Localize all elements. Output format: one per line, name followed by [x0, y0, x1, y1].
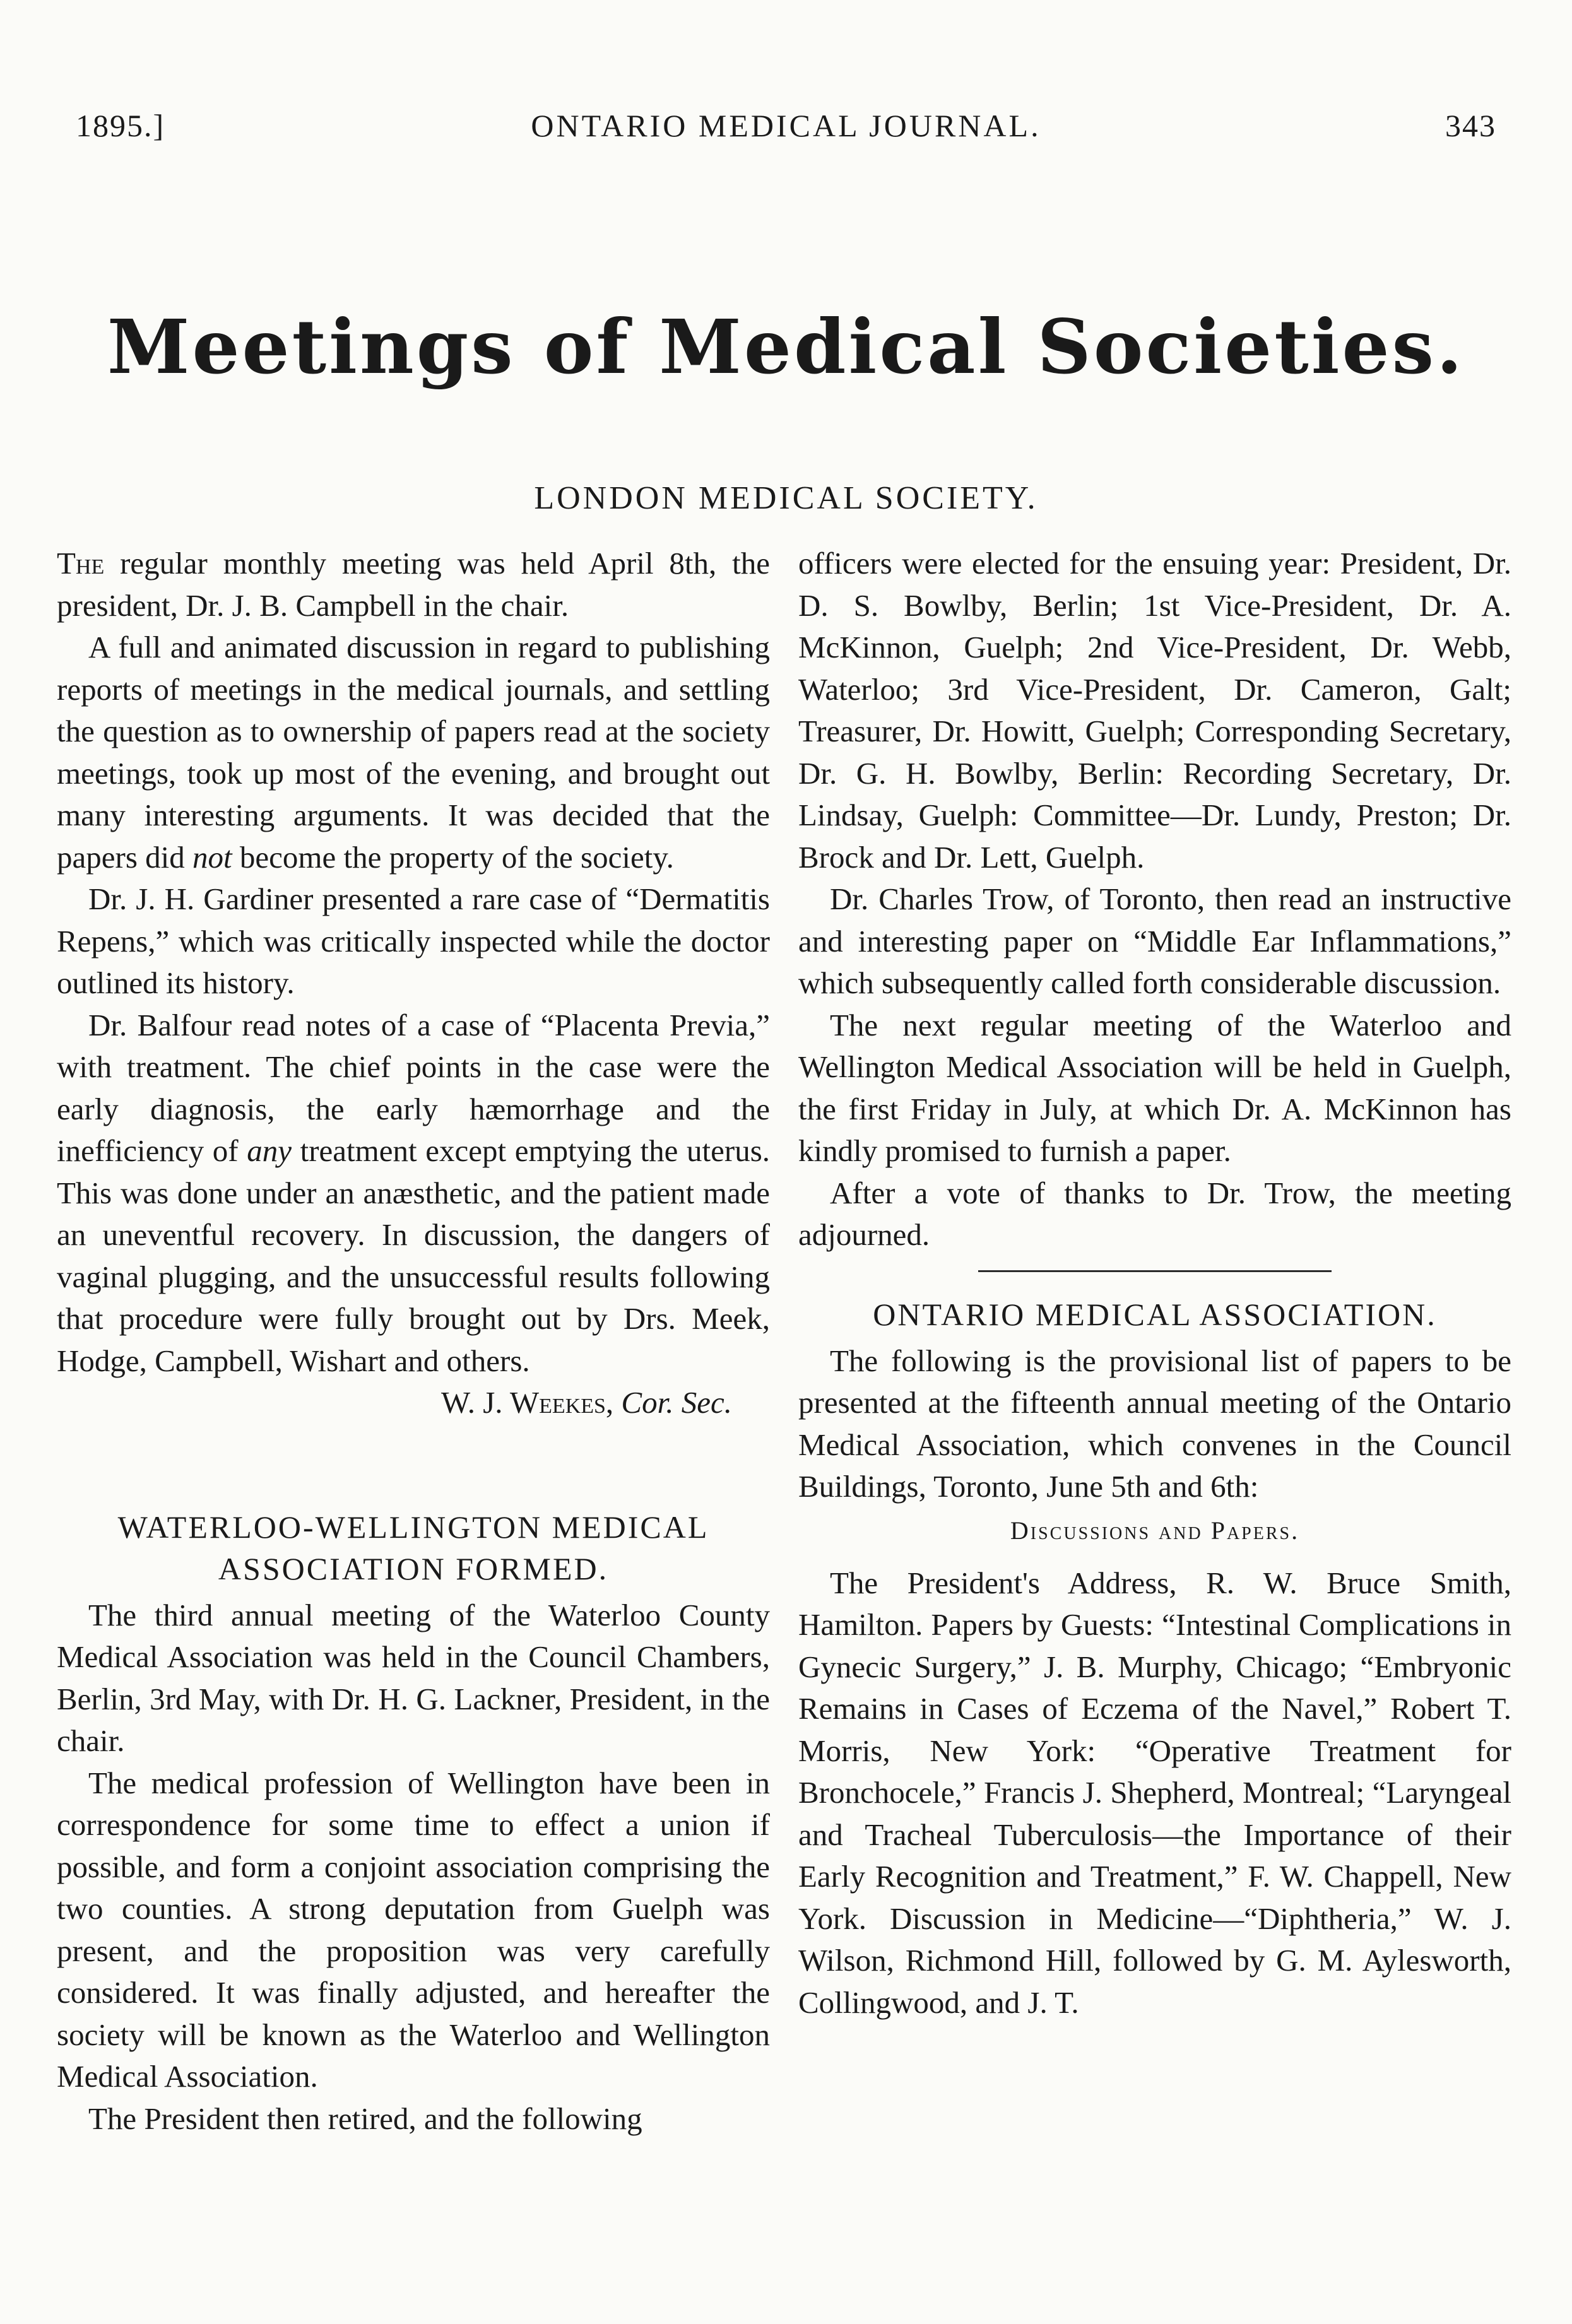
- oma-heading: ONTARIO MEDICAL ASSOCIATION.: [873, 1296, 1437, 1332]
- london-society-heading: LONDON MEDICAL SOCIETY.: [534, 480, 1038, 516]
- london-paragraph-1-lead: The: [57, 546, 105, 581]
- running-head-year: 1895.]: [76, 108, 165, 143]
- page-number: 343: [1445, 108, 1496, 143]
- waterloo-paragraph-5: The next regular meeting of the Waterloo and Wellington Medical Association will be held in Guelph, the first Friday in July, at which Dr. A. McKinnon has kindly promised to furnish a paper.: [798, 1007, 1511, 1168]
- london-paragraph-1-text: regular monthly meeting was held April 8th, the president, Dr. J. B. Campbell in the chair.: [57, 546, 770, 623]
- signature-title: Cor. Sec.: [621, 1385, 732, 1420]
- waterloo-heading-line-1: WATERLOO-WELLINGTON MEDICAL: [117, 1509, 709, 1545]
- london-signature: [57, 1382, 770, 1424]
- london-paragraph-2-emphasis: not: [192, 839, 232, 875]
- waterloo-paragraph-3: The President then retired, and the following: [88, 2101, 642, 2136]
- london-paragraph-2: [57, 627, 770, 878]
- oma-paragraph-1: The following is the provisional list of papers to be presented at the fifteenth annual meeting of the Ontario Medical Association, which convenes in the Council Buildings, Toronto, June 5th and 6th:: [798, 1343, 1511, 1504]
- running-head: [76, 107, 1496, 151]
- section-divider: [978, 1270, 1332, 1272]
- waterloo-paragraph-6: After a vote of thanks to Dr. Trow, the meeting adjourned.: [798, 1175, 1511, 1252]
- london-paragraph-3: Dr. J. H. Gardiner presented a rare case of “Dermatitis Repens,” which was critically inspected while the doctor outlined its history.: [57, 882, 770, 1000]
- london-paragraph-4-text-a: Dr. Balfour read notes of a case of “Placenta Previa,” with treatment. The chief points in the case were the early diagnosis, the early hæmorrhage and the inefficiency of: [57, 1007, 770, 1168]
- waterloo-heading: [57, 1506, 770, 1590]
- running-head-journal: ONTARIO MEDICAL JOURNAL.: [531, 108, 1041, 143]
- waterloo-paragraph-2: The medical profession of Wellington have been in correspondence for some time to effect a union if possible, and form a conjoint association comprising the two counties. A strong deputation from Guelph was present, and the proposition was very carefully considered. It was finally adjusted, and hereafter the society will be known as the Waterloo and Wellington Medical Association.: [57, 1765, 770, 2094]
- oma-paragraph-2: The President's Address, R. W. Bruce Smith, Hamilton. Papers by Guests: “Intestinal Complications in Gynecic Surgery,” J. B. Murphy, Chicago; “Embryonic Remains in Cases of Eczema of the Navel,” Robert T. Morris, New York: “Operative Treatment for Bronchocele,” Francis J. Shepherd, Montreal; “Laryngeal and Tracheal Tuberculosis—the Importance of their Early Recognition and Treatment,” F. W. Chappell, New York. Discussion in Medicine—“Diphtheria,” W. J. Wilson, Richmond Hill, followed by G. M. Aylesworth, Collingwood, and J. T.: [798, 1565, 1511, 2020]
- london-paragraph-4-text-b: treatment except emptying the uterus. This was done under an anæsthetic, and the patient made an uneventful recovery. In discussion, the dangers of vaginal plugging, and the unsuccessful results following that procedure were fully brought out by Drs. Meek, Hodge, Campbell, Wishart and others.: [57, 1133, 771, 1378]
- waterloo-heading-line-2: ASSOCIATION FORMED.: [218, 1550, 609, 1586]
- right-column: [798, 543, 1511, 2024]
- london-paragraph-4-emphasis: any: [247, 1133, 292, 1168]
- waterloo-paragraph-4: Dr. Charles Trow, of Toronto, then read an instructive and interesting paper on “Middle Ear Inflammations,” which subsequently called forth considerable discussion.: [798, 882, 1511, 1000]
- oma-subheading: Discussions and Papers.: [1010, 1516, 1300, 1545]
- london-paragraph-4: [57, 1005, 770, 1383]
- page-title: Meetings of Medical Societies.: [107, 303, 1465, 391]
- left-column: [57, 543, 770, 2140]
- waterloo-paragraph-1: The third annual meeting of the Waterloo County Medical Association was held in the Council Chambers, Berlin, 3rd May, with Dr. H. G. Lackner, President, in the chair.: [57, 1597, 770, 1758]
- london-paragraph-1: [57, 543, 770, 627]
- waterloo-paragraph-3-continued: officers were elected for the ensuing year: President, Dr. D. S. Bowlby, Berlin; 1st Vice-President, Dr. A. McKinnon, Guelph; 2nd Vice-President, Dr. Webb, Waterloo; 3rd Vice-President, Dr. Cameron, Galt; Treasurer, Dr. Howitt, Guelph; Corresponding Secretary, Dr. G. H. Bowlby, Berlin: Recording Secretary, Dr. Lindsay, Guelph: Committee—Dr. Lundy, Preston; Dr. Brock and Dr. Lett, Guelph.: [798, 546, 1511, 875]
- london-paragraph-2-text-a: A full and animated discussion in regard to publishing reports of meetings in the medical journals, and settling the question as to ownership of papers read at the society meetings, took up most of the evening, and brought out many interesting arguments. It was decided that the papers did: [57, 630, 770, 875]
- signature-name: W. J. Weekes,: [440, 1385, 614, 1420]
- london-paragraph-2-text-b: become the property of the society.: [232, 839, 674, 875]
